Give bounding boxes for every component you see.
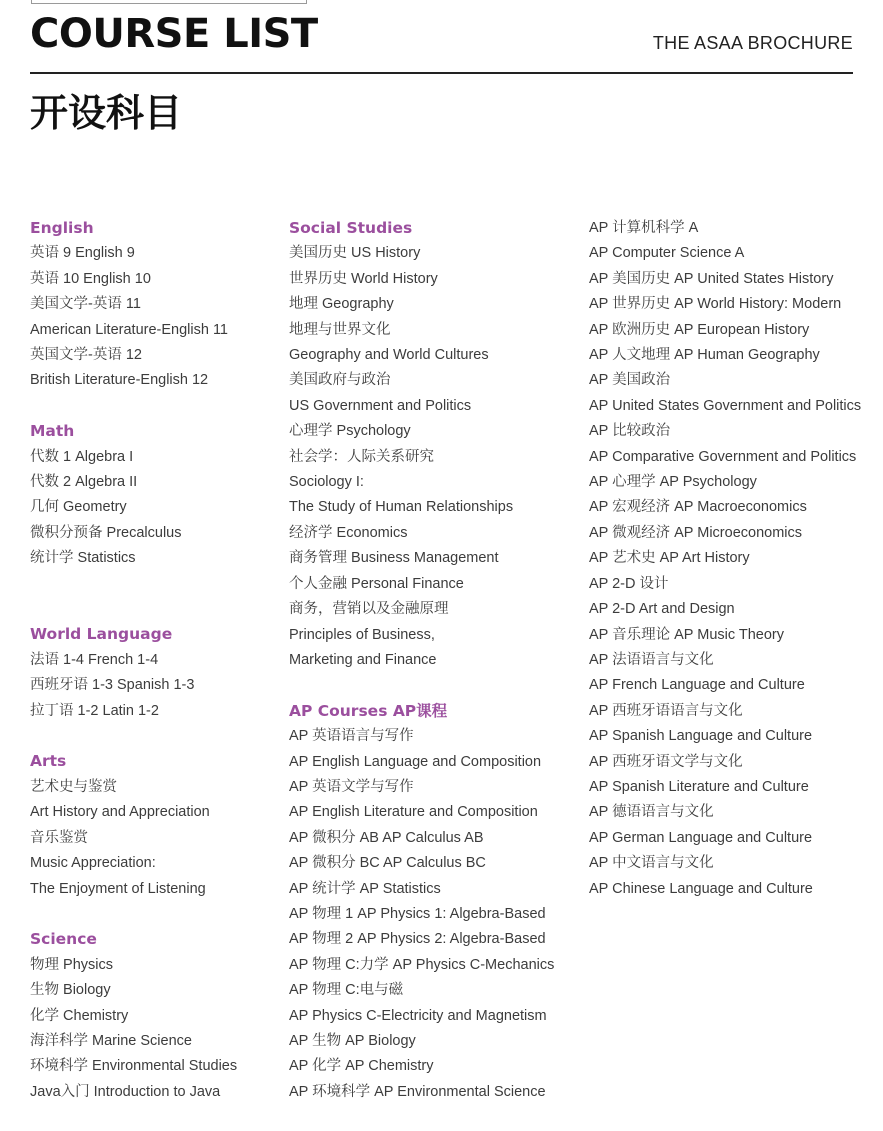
course-item: US Government and Politics (289, 397, 472, 414)
course-item: 英语 9 English 9 (30, 245, 135, 262)
brochure-label: THE ASAA BROCHURE (652, 33, 853, 53)
course-item: 心理学 Psychology (289, 423, 411, 440)
top-frame-decoration (31, 0, 307, 4)
course-item: AP 物理 2 AP Physics 2: Algebra-Based (289, 931, 546, 948)
section-gap (30, 724, 280, 749)
course-item: 商务管理 Business Management (289, 550, 499, 567)
course-item: 英国文学-英语 12 (30, 347, 142, 364)
section-heading: Social Studies (289, 219, 413, 237)
course-item: AP 中文语言与文化 (589, 855, 714, 872)
course-item: Art History and Appreciation (30, 804, 210, 821)
course-item: AP Chinese Language and Culture (589, 880, 813, 897)
course-item: AP French Language and Culture (589, 677, 805, 694)
section-gap (30, 902, 280, 927)
course-item: AP 环境科学 AP Environmental Science (289, 1083, 546, 1100)
course-item: 微积分预备 Precalculus (30, 524, 182, 541)
course-item: Marketing and Finance (289, 651, 437, 668)
course-item: 美国政府与政治 (289, 372, 391, 389)
course-item: 几何 Geometry (30, 499, 127, 516)
page-title: COURSE LIST (30, 11, 318, 57)
course-section (30, 749, 280, 901)
course-item: Principles of Business, (289, 626, 435, 643)
course-item: AP 西班牙语语言与文化 (589, 702, 743, 719)
section-heading: English (30, 219, 94, 237)
course-item: 音乐鉴赏 (30, 829, 88, 846)
course-item: AP 艺术史 AP Art History (589, 550, 750, 567)
course-item: AP 微观经济 AP Microeconomics (589, 524, 802, 541)
course-item: 社会学：人际关系研究 (289, 448, 434, 465)
course-section (30, 216, 280, 394)
course-item: AP Spanish Literature and Culture (589, 778, 809, 795)
course-column-3 (589, 216, 879, 902)
course-item: AP 心理学 AP Psychology (589, 474, 757, 491)
course-item: AP 德语语言与文化 (589, 804, 714, 821)
course-item: AP 法语语言与文化 (589, 651, 714, 668)
course-item: Sociology I: (289, 474, 364, 491)
course-item: AP 美国历史 AP United States History (589, 270, 834, 287)
course-item: AP Computer Science A (589, 245, 745, 262)
course-item: AP 世界历史 AP World History: Modern (589, 296, 842, 313)
course-section (589, 216, 879, 902)
course-item: 商务，营销以及金融原理 (289, 601, 449, 618)
course-item: AP 生物 AP Biology (289, 1032, 416, 1049)
section-gap (30, 572, 280, 623)
course-item: 世界历史 World History (289, 270, 438, 287)
course-item: AP 欧洲历史 AP European History (589, 321, 810, 338)
course-item: 地理 Geography (289, 296, 394, 313)
course-item: 地理与世界文化 (289, 321, 391, 338)
course-column-2 (289, 216, 585, 1105)
course-item: AP Comparative Government and Politics (589, 448, 857, 465)
course-item: AP 比较政治 (589, 423, 671, 440)
course-item: 英语 10 English 10 (30, 270, 151, 287)
course-item: AP United States Government and Politics (589, 397, 862, 414)
course-item: 个人金融 Personal Finance (289, 575, 464, 592)
course-item: 代数 2 Algebra II (30, 474, 138, 491)
section-heading: Arts (30, 752, 67, 771)
course-section (30, 622, 280, 724)
course-item: AP 西班牙语文学与文化 (589, 753, 743, 770)
course-item: AP 2-D 设计 (589, 575, 669, 592)
course-item: 代数 1 Algebra I (30, 448, 134, 465)
course-item: AP 物理 1 AP Physics 1: Algebra-Based (289, 905, 546, 922)
course-item: 统计学 Statistics (30, 550, 136, 567)
course-section (289, 216, 585, 673)
course-column-1 (30, 216, 280, 1105)
course-item: AP 人文地理 AP Human Geography (589, 347, 820, 364)
course-section (30, 419, 280, 571)
course-item: 美国历史 US History (289, 245, 421, 262)
course-item: 美国文学-英语 11 (30, 296, 141, 313)
course-item: 生物 Biology (30, 982, 111, 999)
course-item: AP 物理 C:电与磁 (289, 982, 404, 999)
course-item: AP 英语语言与写作 (289, 728, 414, 745)
course-item: British Literature-English 12 (30, 372, 209, 389)
course-item: 化学 Chemistry (30, 1007, 129, 1024)
course-item: Java入门 Introduction to Java (30, 1083, 221, 1100)
course-item: AP 微积分 BC AP Calculus BC (289, 855, 486, 872)
course-item: AP 化学 AP Chemistry (289, 1058, 434, 1075)
section-heading: Science (30, 930, 97, 949)
course-item: 物理 Physics (30, 956, 113, 973)
course-item: AP Physics C-Electricity and Magnetism (289, 1007, 547, 1024)
page-subtitle: 开设科目 (30, 91, 183, 135)
course-item: AP 2-D Art and Design (589, 601, 735, 618)
section-heading: AP Courses AP课程 (289, 701, 448, 720)
course-item: AP 统计学 AP Statistics (289, 880, 441, 897)
section-heading: World Language (30, 625, 173, 644)
course-item: 西班牙语 1-3 Spanish 1-3 (30, 677, 195, 694)
course-item: 经济学 Economics (289, 524, 408, 541)
header-divider (30, 72, 853, 74)
course-section (289, 699, 585, 1106)
course-item: AP English Literature and Composition (289, 804, 538, 821)
course-item: AP 计算机科学 A (589, 220, 699, 236)
course-item: The Study of Human Relationships (289, 499, 514, 516)
course-item: 法语 1-4 French 1-4 (30, 651, 159, 668)
course-item: AP German Language and Culture (589, 829, 813, 846)
course-item: AP English Language and Composition (289, 753, 542, 770)
section-gap (30, 394, 280, 419)
course-item: AP 微积分 AB AP Calculus AB (289, 829, 484, 846)
course-item: AP 宏观经济 AP Macroeconomics (589, 499, 807, 516)
course-item: The Enjoyment of Listening (30, 880, 206, 897)
course-item: AP 音乐理论 AP Music Theory (589, 626, 785, 643)
course-item: AP Spanish Language and Culture (589, 728, 813, 745)
course-item: AP 物理 C:力学 AP Physics C-Mechanics (289, 956, 555, 973)
course-item: Geography and World Cultures (289, 347, 489, 364)
course-item: AP 英语文学与写作 (289, 778, 414, 795)
course-item: American Literature-English 11 (30, 321, 228, 338)
course-item: 环境科学 Environmental Studies (30, 1058, 238, 1075)
section-gap (289, 673, 585, 698)
course-item: 拉丁语 1-2 Latin 1-2 (30, 702, 159, 719)
course-item: Music Appreciation: (30, 855, 156, 872)
section-heading: Math (30, 422, 75, 441)
course-item: 海洋科学 Marine Science (30, 1032, 192, 1049)
course-item: 艺术史与鉴赏 (30, 778, 117, 795)
course-section (30, 927, 280, 1105)
course-item: AP 美国政治 (589, 372, 671, 389)
